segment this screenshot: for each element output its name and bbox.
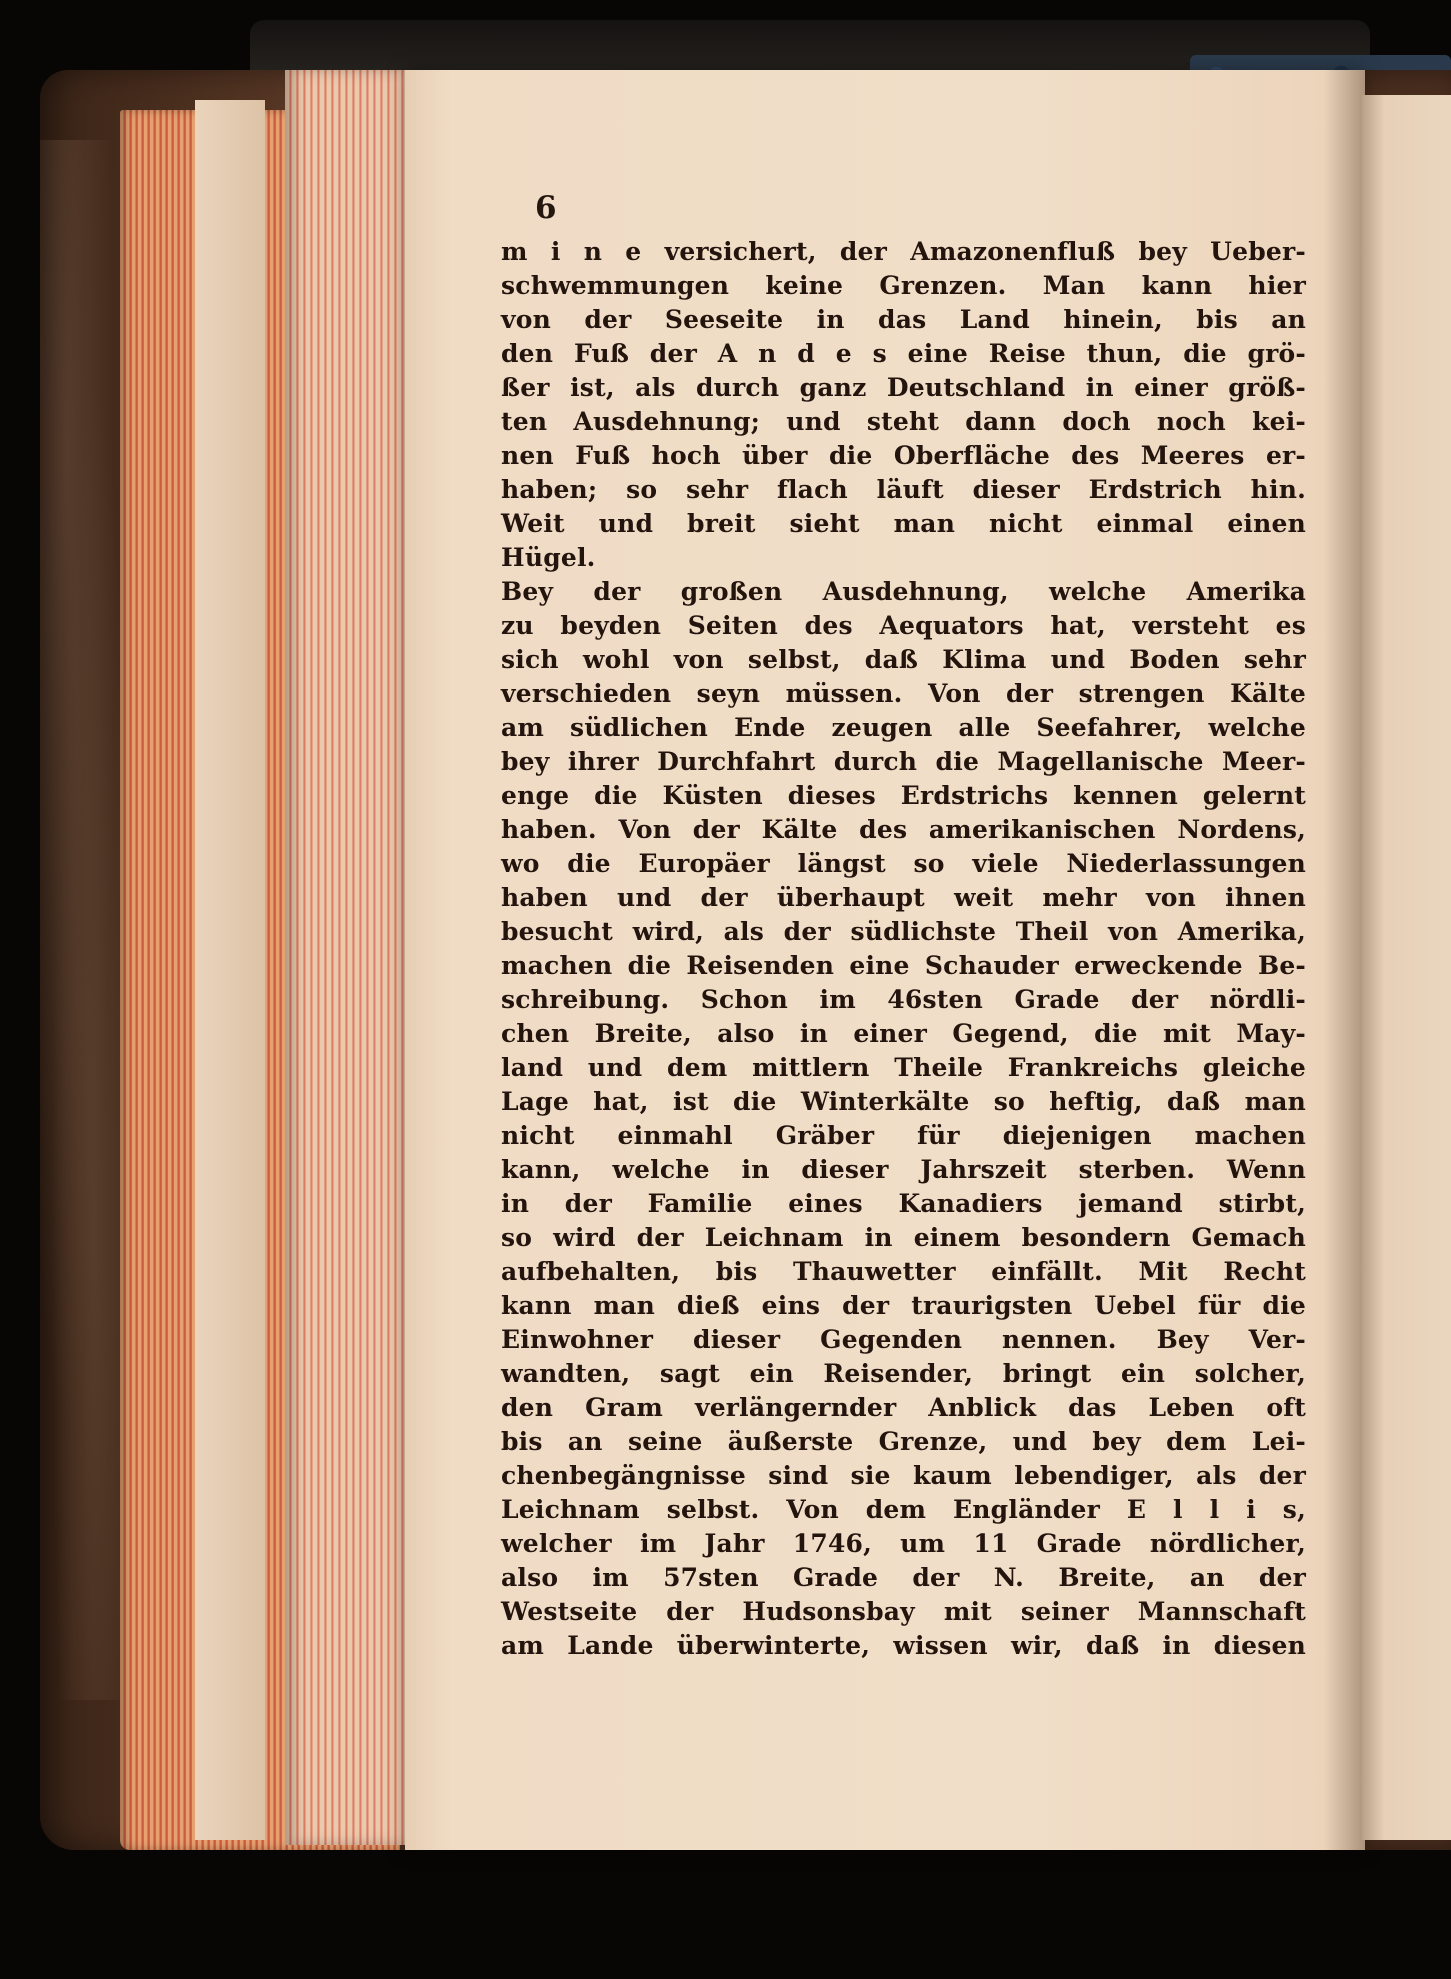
text-line-32: kann man dieß eins der traurigsten Uebel für die xyxy=(501,1291,1306,1320)
text-line-25: land und dem mittlern Theile Frankreichs gleiche xyxy=(501,1053,1306,1082)
text-line-18: haben. Von der Kälte des amerikanischen Nordens, xyxy=(501,815,1306,844)
page-fan xyxy=(285,70,410,1845)
text-line-8: haben; so sehr flach läuft dieser Erdstrich hin. xyxy=(501,475,1306,504)
text-line-36: bis an seine äußerste Grenze, und bey dem Lei- xyxy=(501,1427,1306,1456)
page-number: 6 xyxy=(535,190,557,226)
text-line-3: von der Seeseite in das Land hinein, bis an xyxy=(501,305,1306,334)
text-line-29: in der Familie eines Kanadiers jemand stirbt, xyxy=(501,1189,1306,1218)
text-line-1: m i n e versichert, der Amazonenfluß bey Ueber- xyxy=(501,237,1306,266)
text-line-30: so wird der Leichnam in einem besondern Gemach xyxy=(501,1223,1306,1252)
text-line-37: chenbegängnisse sind sie kaum lebendiger, als der xyxy=(501,1461,1306,1490)
text-line-9: Weit und breit sieht man nicht einmal einen xyxy=(501,509,1306,538)
text-line-6: ten Ausdehnung; und steht dann doch noch kei- xyxy=(501,407,1306,436)
cover-wear xyxy=(40,140,130,1700)
text-line-16: bey ihrer Durchfahrt durch die Magellanische Meer- xyxy=(501,747,1306,776)
text-line-33: Einwohner dieser Gegenden nennen. Bey Ver- xyxy=(501,1325,1306,1354)
text-line-10: Hügel. xyxy=(501,543,596,572)
text-line-7: nen Fuß hoch über die Oberfläche des Meeres er- xyxy=(501,441,1306,470)
text-line-13: sich wohl von selbst, daß Klima und Boden sehr xyxy=(501,645,1306,674)
text-line-35: den Gram verlängernder Anblick das Leben oft xyxy=(501,1393,1306,1422)
text-line-21: besucht wird, als der südlichste Theil von Amerika, xyxy=(501,917,1306,946)
text-line-38: Leichnam selbst. Von dem Engländer E l l i s, xyxy=(501,1495,1306,1524)
gutter-shadow xyxy=(1323,70,1365,1850)
text-line-28: kann, welche in dieser Jahrszeit sterben. Wenn xyxy=(501,1155,1306,1184)
text-line-20: haben und der überhaupt weit mehr von ihnen xyxy=(501,883,1306,912)
text-line-26: Lage hat, ist die Winterkälte so heftig, daß man xyxy=(501,1087,1306,1116)
text-line-14: verschieden seyn müssen. Von der strengen Kälte xyxy=(501,679,1306,708)
text-line-41: Westseite der Hudsonsbay mit seiner Mannschaft xyxy=(501,1597,1306,1626)
text-line-39: welcher im Jahr 1746, um 11 Grade nördlicher, xyxy=(501,1529,1306,1558)
text-line-34: wandten, sagt ein Reisender, bringt ein solcher, xyxy=(501,1359,1306,1388)
text-line-15: am südlichen Ende zeugen alle Seefahrer, welche xyxy=(501,713,1306,742)
text-line-40: also im 57sten Grade der N. Breite, an der xyxy=(501,1563,1306,1592)
text-line-17: enge die Küsten dieses Erdstrichs kennen gelernt xyxy=(501,781,1306,810)
text-line-12: zu beyden Seiten des Aequators hat, versteht es xyxy=(501,611,1306,640)
text-line-4: den Fuß der A n d e s eine Reise thun, die grö- xyxy=(501,339,1306,368)
text-line-2: schwemmungen keine Grenzen. Man kann hier xyxy=(501,271,1306,300)
text-line-5: ßer ist, als durch ganz Deutschland in einer größ- xyxy=(501,373,1306,402)
text-line-31: aufbehalten, bis Thauwetter einfällt. Mit Recht xyxy=(501,1257,1306,1286)
text-line-24: chen Breite, also in einer Gegend, die mit May- xyxy=(501,1019,1306,1048)
text-line-22: machen die Reisenden eine Schauder erweckende Be- xyxy=(501,951,1306,980)
text-line-27: nicht einmahl Gräber für diejenigen machen xyxy=(501,1121,1306,1150)
page-edge-light xyxy=(195,100,265,1840)
text-line-19: wo die Europäer längst so viele Niederlassungen xyxy=(501,849,1306,878)
text-line-23: schreibung. Schon im 46sten Grade der nördli- xyxy=(501,985,1306,1014)
facing-page-edge xyxy=(1362,95,1451,1840)
text-line-42: am Lande überwinterte, wissen wir, daß in diesen xyxy=(501,1631,1306,1660)
page-text xyxy=(501,235,1306,1663)
text-line-11: Bey der großen Ausdehnung, welche Amerika xyxy=(501,577,1306,606)
